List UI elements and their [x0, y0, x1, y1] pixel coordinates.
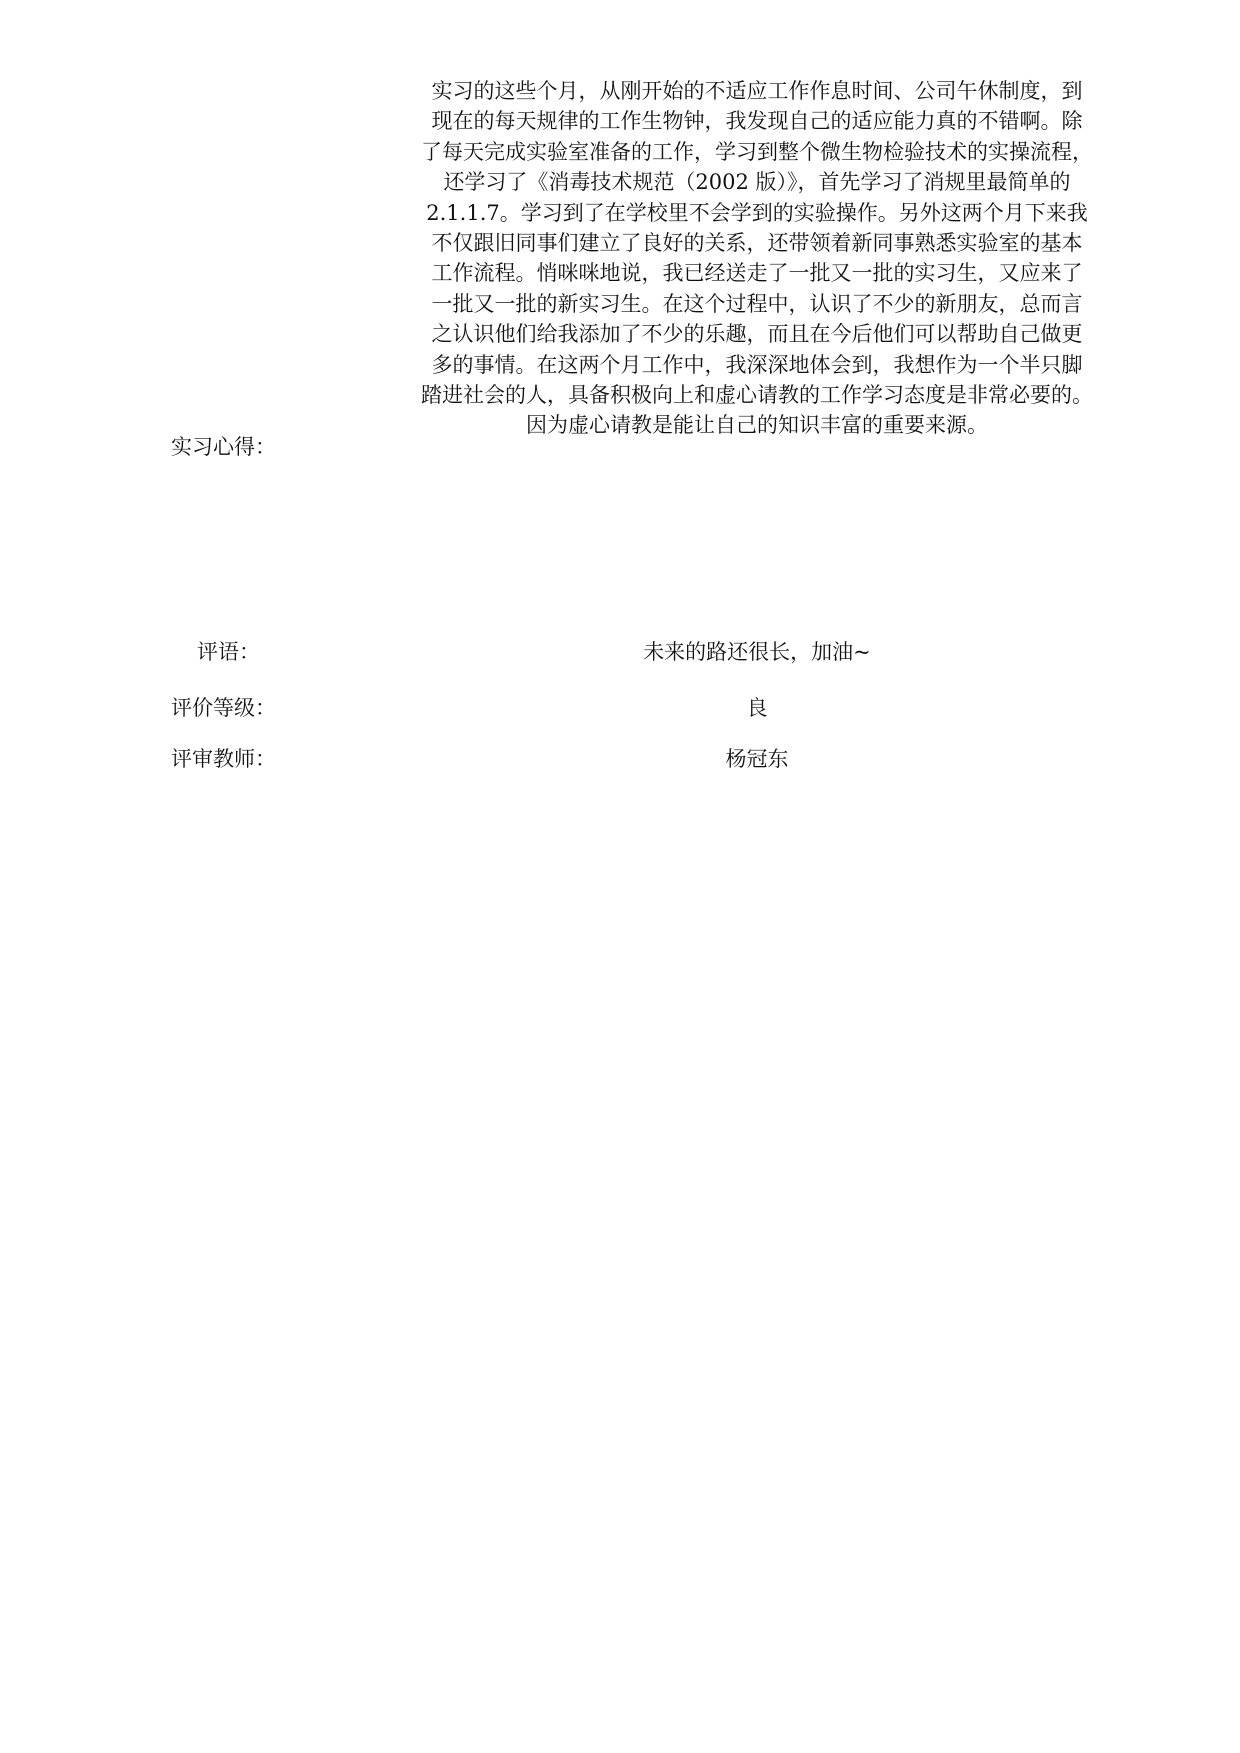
comment-label: 评语： [197, 640, 260, 664]
reviewer-label: 评审教师： [171, 747, 276, 771]
experience-line: 不仅跟旧同事们建立了良好的关系，还带领着新同事熟悉实验室的基本 [431, 231, 1083, 256]
reviewer-value: 杨冠东 [725, 747, 789, 771]
experience-line: 还学习了《消毒技术规范（2002 版）》，首先学习了消规里最简单的 [443, 170, 1071, 195]
experience-line: 了每天完成实验室准备的工作，学习到整个微生物检验技术的实操流程， [421, 139, 1093, 164]
comment-value: 未来的路还很长，加油~ [643, 640, 871, 664]
experience-line: 实习的这些个月，从刚开始的不适应工作作息时间、公司午休制度，到 [431, 79, 1083, 103]
experience-label: 实习心得： [171, 435, 276, 459]
grade-value: 良 [746, 696, 768, 720]
experience-line: 踏进社会的人，具备积极向上和虚心请教的工作学习态度是非常必要的。 [421, 383, 1093, 408]
experience-line: 多的事情。在这两个月工作中，我深深地体会到，我想作为一个半只脚 [431, 352, 1083, 377]
experience-line: 工作流程。悄咪咪地说，我已经送走了一批又一批的实习生，又应来了 [431, 261, 1083, 286]
experience-line: 现在的每天规律的工作生物钟，我发现自己的适应能力真的不错啊。除 [431, 109, 1083, 134]
experience-line: 一批又一批的新实习生。在这个过程中，认识了不少的新朋友，总而言 [431, 291, 1083, 316]
experience-line: 2.1.1.7。学习到了在学校里不会学到的实验操作。另外这两个月下来我 [426, 200, 1088, 225]
experience-text [392, 76, 1122, 441]
grade-label: 评价等级： [171, 696, 276, 720]
experience-line: 因为虚心请教是能让自己的知识丰富的重要来源。 [526, 413, 988, 438]
experience-line: 之认识他们给我添加了不少的乐趣，而且在今后他们可以帮助自己做更 [431, 322, 1083, 347]
